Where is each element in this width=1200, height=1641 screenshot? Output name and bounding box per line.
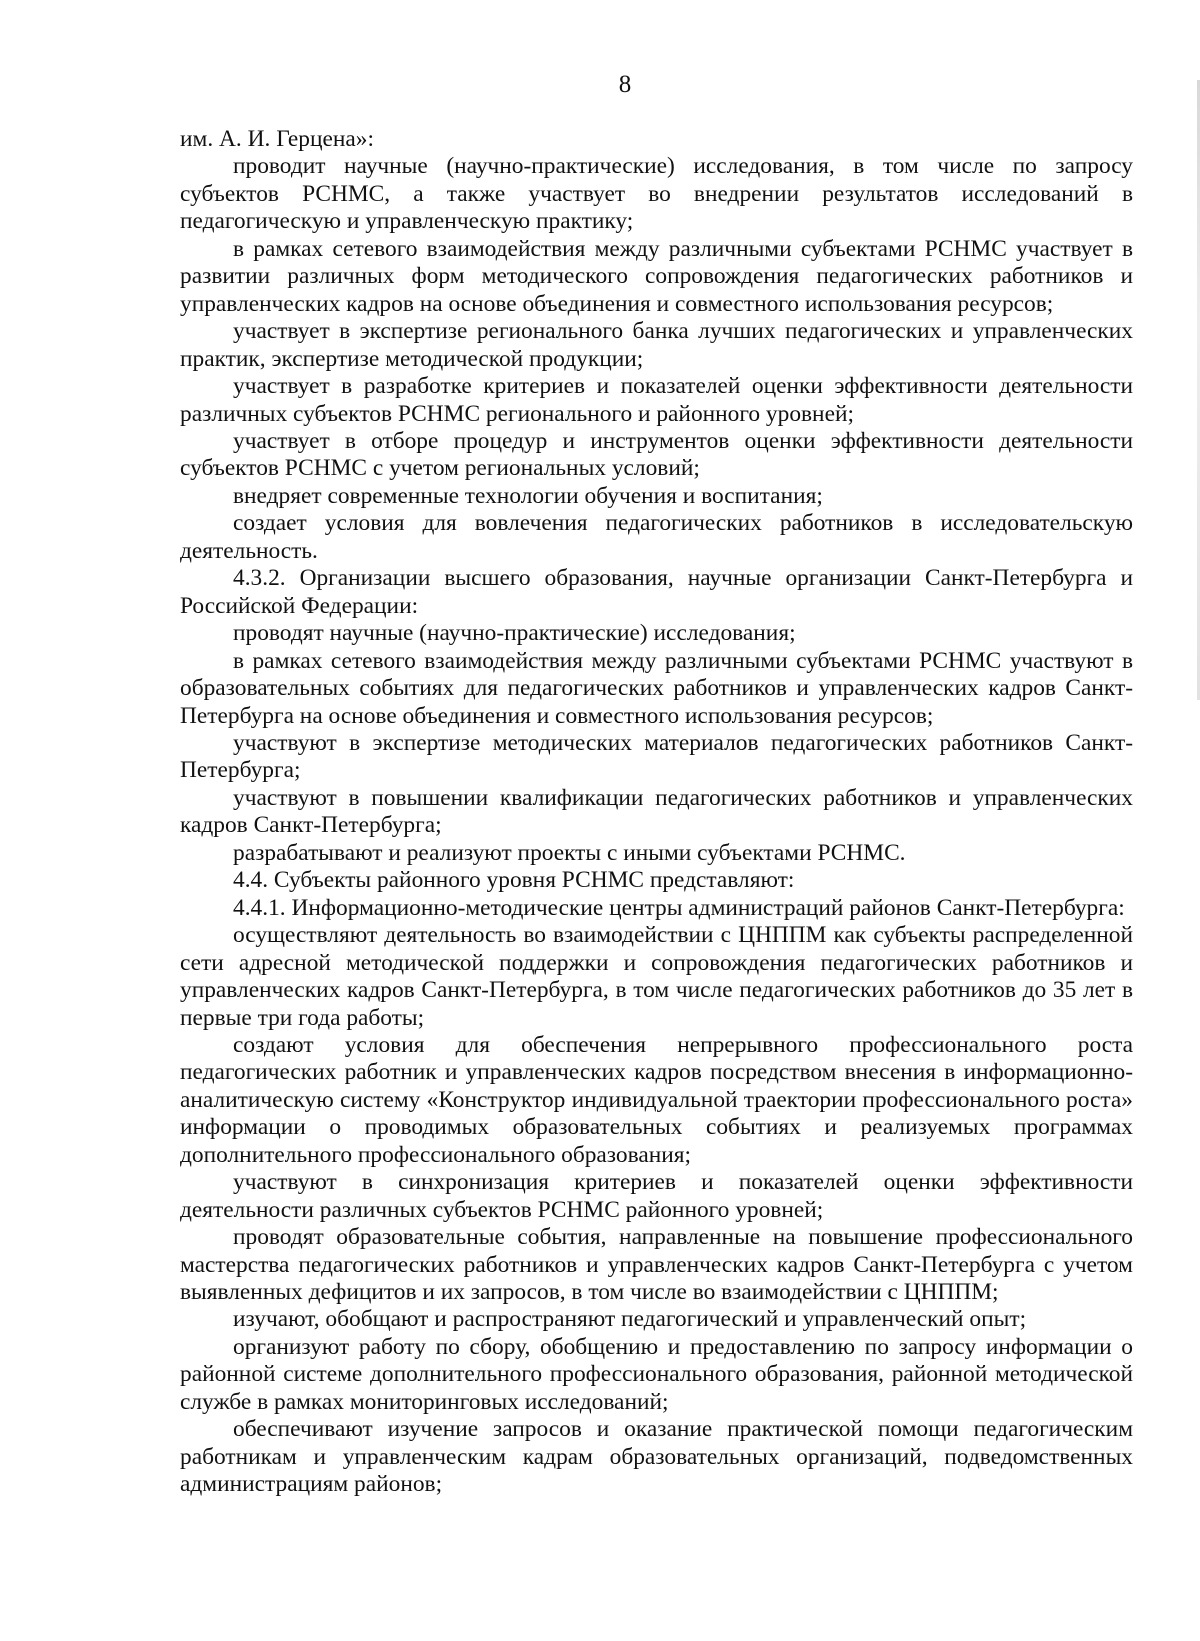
paragraph: участвуют в повышении квалификации педагогических работников и управленческих кадров Санкт-Петербурга;	[180, 784, 1133, 839]
paragraph: проводят образовательные события, направленные на повышение профессионального мастерства педагогических работников и управленческих кадров Санкт-Петербурга с учетом выявленных дефицитов и их запросов, в том числе во взаимодействии с ЦНППМ;	[180, 1224, 1133, 1306]
paragraph: обеспечивают изучение запросов и оказание практической помощи педагогическим работникам и управленческим кадрам образовательных организаций, подведомственных администрациям районов;	[180, 1416, 1133, 1498]
paragraph: в рамках сетевого взаимодействия между различными субъектами РСНМС участвует в развитии различных форм методического сопровождения педагогических работников и управленческих кадров на основе объединения и совместного использования ресурсов;	[180, 235, 1133, 317]
paragraph: участвуют в экспертизе методических материалов педагогических работников Санкт-Петербурга;	[180, 729, 1133, 784]
section-heading-4-4-1: 4.4.1. Информационно-методические центры администраций районов Санкт-Петербурга:	[233, 894, 1125, 921]
paragraph: создает условия для вовлечения педагогических работников в исследовательскую деятельность.	[180, 510, 1133, 564]
page-number: 8	[618, 71, 632, 98]
paragraph: в рамках сетевого взаимодействия между различными субъектами РСНМС участвуют в образовательных событиях для педагогических работников и управленческих кадров Санкт-Петербурга на основе объединения и совместного использования ресурсов;	[180, 647, 1133, 729]
paragraph: создают условия для обеспечения непрерывного профессионального роста педагогических работник и управленческих кадров посредством внесения в информационно-аналитическую систему «Конструктор индивидуальной траектории профессионального роста» информации о проводимых образовательных событиях и реализуемых программах дополнительного профессионального образования;	[180, 1031, 1133, 1168]
section-heading-4-3-2: 4.3.2. Организации высшего образования, научные организации Санкт-Петербурга и Российской Федерации:	[180, 565, 1133, 619]
paragraph-continuation: им. А. И. Герцена»:	[180, 126, 374, 152]
section-heading-4-4: 4.4. Субъекты районного уровня РСНМС представляют:	[233, 867, 795, 894]
paragraph: проводит научные (научно-практические) исследования, в том числе по запросу субъектов РСНМС, а также участвует во внедрении результатов исследований в педагогическую и управленческую практику;	[180, 153, 1133, 235]
paragraph: проводят научные (научно-практические) исследования;	[233, 620, 796, 647]
paragraph: участвует в экспертизе регионального банка лучших педагогических и управленческих практик, экспертизе методической продукции;	[180, 318, 1133, 372]
paragraph: участвуют в синхронизация критериев и показателей оценки эффективности деятельности различных субъектов РСНМС районного уровней;	[180, 1169, 1133, 1223]
paragraph: участвует в разработке критериев и показателей оценки эффективности деятельности различных субъектов РСНМС регионального и районного уровней;	[180, 373, 1133, 427]
paragraph: организуют работу по сбору, обобщению и предоставлению по запросу информации о районной системе дополнительного профессионального образования, районной методической службе в рамках мониторинговых исследований;	[180, 1333, 1133, 1415]
paragraph: изучают, обобщают и распространяют педагогический и управленческий опыт;	[233, 1306, 1027, 1333]
paragraph: осуществляют деятельность во взаимодействии с ЦНППМ как субъекты распределенной сети адресной методической поддержки и сопровождения педагогических работников и управленческих кадров Санкт-Петербурга, в том числе педагогических работников до 35 лет в первые три года работы;	[180, 922, 1133, 1031]
paragraph: участвует в отборе процедур и инструментов оценки эффективности деятельности субъектов РСНМС с учетом региональных условий;	[180, 427, 1133, 482]
document-body	[180, 126, 1133, 1499]
paragraph: разрабатывают и реализуют проекты с иными субъектами РСНМС.	[233, 839, 906, 866]
paragraph: внедряет современные технологии обучения и воспитания;	[233, 482, 823, 509]
